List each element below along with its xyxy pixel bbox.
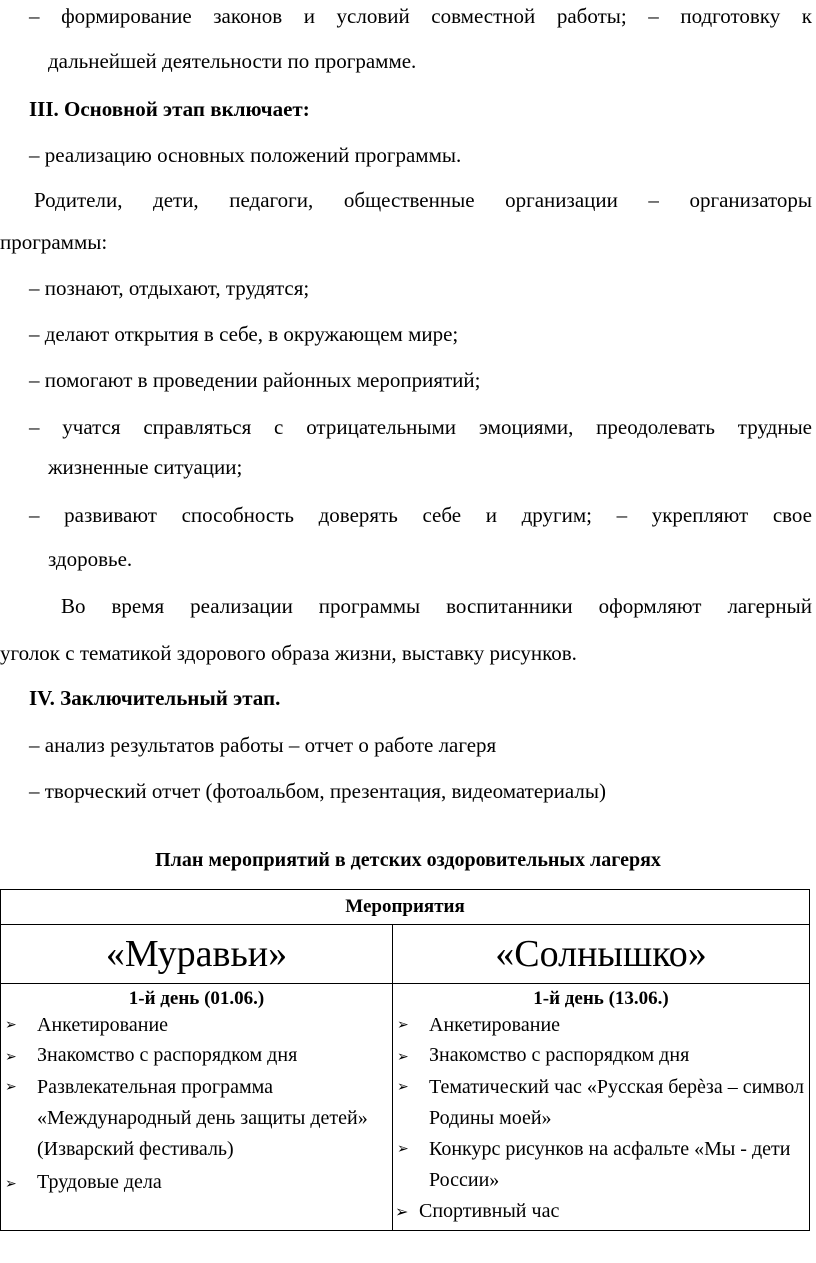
arrow-bullet-icon: ➢ bbox=[397, 1017, 409, 1033]
arrow-bullet-icon: ➢ bbox=[5, 1079, 17, 1095]
arrow-bullet-icon: ➢ bbox=[5, 1176, 17, 1192]
paragraph-organizers-line2: программы: bbox=[0, 230, 108, 254]
paragraph-laws-line2: дальнейшей деятельности по программе. bbox=[48, 49, 417, 73]
list-item-discover: – делают открытия в себе, в окружающем мире; bbox=[29, 322, 459, 346]
activity-text: Спортивный час bbox=[419, 1200, 560, 1222]
activity-list bbox=[1, 1012, 392, 1199]
list-item-report: – творческий отчет (фотоальбом, презентация, видеоматериалы) bbox=[29, 779, 606, 803]
activity-text: Знакомство с распорядком дня bbox=[429, 1044, 690, 1066]
list-item bbox=[393, 1134, 809, 1196]
section-heading-final-stage: IV. Заключительный этап. bbox=[29, 686, 281, 710]
activity-text: Конкурс рисунков на асфальте «Мы - дети России» bbox=[429, 1138, 791, 1191]
list-item bbox=[393, 1038, 809, 1072]
list-item-emotions-line2: жизненные ситуации; bbox=[48, 455, 243, 479]
activity-text: Анкетирование bbox=[429, 1014, 561, 1036]
plan-table-header: Мероприятия bbox=[1, 890, 810, 925]
list-item bbox=[393, 1012, 809, 1038]
arrow-bullet-icon: ➢ bbox=[397, 1049, 409, 1065]
activity-text: Развлекательная программа «Международный день защиты детей» (Изварский фестиваль) bbox=[37, 1076, 368, 1160]
activity-text: Знакомство с распорядком дня bbox=[37, 1044, 298, 1066]
list-item-learn: – познают, отдыхают, трудятся; bbox=[29, 276, 310, 300]
camp-name-muravyi: «Муравьи» bbox=[1, 925, 393, 984]
activity-text: Анкетирование bbox=[37, 1014, 169, 1036]
list-item-analysis: – анализ результатов работы – отчет о работе лагеря bbox=[29, 733, 497, 757]
list-item bbox=[1, 1012, 392, 1038]
arrow-bullet-icon: ➢ bbox=[5, 1017, 17, 1033]
paragraph-organizers-line1: Родители, дети, педагоги, общественные организации – организаторы bbox=[34, 188, 812, 212]
activity-list bbox=[393, 1012, 809, 1227]
day-label: 1-й день (13.06.) bbox=[533, 988, 669, 1009]
camp-name-solnyshko: «Солнышко» bbox=[393, 925, 810, 984]
paragraph-laws-line1: – формирование законов и условий совместной работы; – подготовку к bbox=[29, 4, 812, 28]
arrow-bullet-icon: ➢ bbox=[397, 1141, 409, 1157]
activity-text: Трудовые дела bbox=[37, 1171, 162, 1193]
plan-cell-left bbox=[1, 984, 393, 1231]
paragraph-implementation: – реализацию основных положений программы. bbox=[29, 143, 462, 167]
arrow-bullet-icon: ➢ bbox=[397, 1079, 409, 1095]
list-item bbox=[1, 1072, 392, 1165]
list-item-trust-line1: – развивают способность доверять себе и другим; – укрепляют свое bbox=[29, 503, 812, 527]
day-label: 1-й день (01.06.) bbox=[128, 988, 265, 1009]
list-item bbox=[393, 1072, 809, 1134]
paragraph-corner-line1: Во время реализации программы воспитанники оформляют лагерный bbox=[61, 594, 812, 618]
list-item bbox=[393, 1196, 809, 1227]
paragraph-corner-line2: уголок с тематикой здорового образа жизни, выставку рисунков. bbox=[0, 641, 577, 665]
list-item-help: – помогают в проведении районных мероприятий; bbox=[29, 368, 481, 392]
section-heading-main-stage: III. Основной этап включает: bbox=[29, 97, 310, 121]
activity-text: Тематический час «Русская берѐза – символ Родины моей» bbox=[429, 1076, 804, 1129]
arrow-bullet-icon: ➢ bbox=[395, 1202, 409, 1221]
list-item bbox=[1, 1165, 392, 1199]
arrow-bullet-icon: ➢ bbox=[5, 1049, 17, 1065]
plan-title: План мероприятий в детских оздоровительных лагерях bbox=[155, 849, 661, 871]
plan-cell-right bbox=[393, 984, 810, 1231]
plan-table bbox=[0, 889, 810, 1231]
list-item-trust-line2: здоровье. bbox=[48, 547, 133, 571]
list-item bbox=[1, 1038, 392, 1072]
list-item-emotions-line1: – учатся справляться с отрицательными эмоциями, преодолевать трудные bbox=[29, 415, 812, 439]
